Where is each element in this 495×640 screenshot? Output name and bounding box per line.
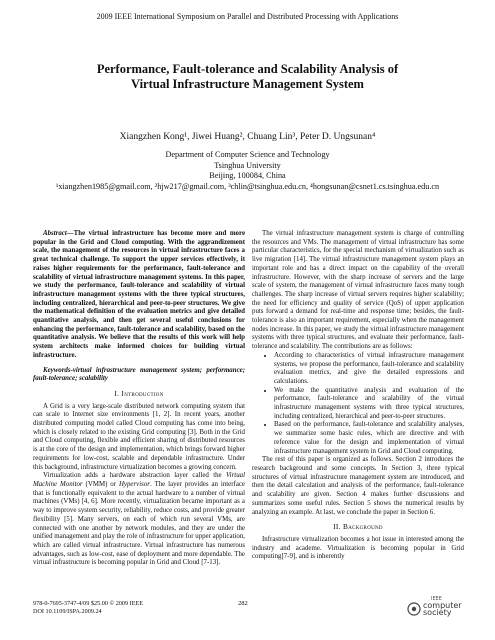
list-item: • According to characteristics of virtual infrastructure management systems, we propose the performance, fault-tolerance and scalability evaluation metrics, and give the detailed expressions and calculations. (274, 352, 464, 387)
logo-line-society: society (423, 608, 452, 617)
footer-copyright (33, 600, 143, 616)
text-run: Virtualization adds a hardware abstraction layer called the (43, 472, 226, 480)
affiliation (0, 150, 495, 192)
title-line-2: Virtual Infrastructure Management System (131, 77, 364, 91)
paragraph: A Grid is a very large-scale distributed network computing system that can scale to Internet size environments [1, 2]. In recent years, another distributed computing model called Cloud computing has come into being, which is closely related to the existing Grid computing [3]. Both in the Grid and Cloud computing, flexible and efficient sharing of distributed resources is at the core of the design and implementation, which brings forward higher requirements for low-cost, scalable and dependable infrastructure. Under this background, infrastructure virtualization becomes a growing concern. (33, 402, 245, 471)
paragraph: The virtual infrastructure management system is charge of controlling the resources and VMs. The management of virtual infrastructure has some particular characteristics, for the special mechanism of virtualization such as live migration [14]. The virtual infrastructure management system plays an important role and has a direct impact on the capability of the overall infrastructure. However, with the sharp increase of servers and the large scale of system, the management of virtual infrastructure faces many tough challenges. The sharp increase of virtual servers requires higher scalability; the need for efficiency and quality of service (QoS) of upper application puts forward a demand for real-time and response time; besides, the fault-tolerance is also an important requirement, especially when the management nodes increase. In this paper, we study the virtual infrastructure management systems with three typical structures, and evaluate their performance, fault-tolerance and scalability. The contributions are as follows: (252, 230, 464, 351)
right-column (252, 230, 464, 562)
emails: ¹xiangzhen1985@gmail.com, ²hjw217@gmail.com, ³chlin@tsinghua.edu.cn, ⁴hongsunan@csnet1.cs.tsinghua.edu.cn (55, 181, 440, 191)
department: Department of Computer Science and Technology (165, 150, 330, 159)
logo-line-computer: computer (423, 601, 462, 610)
left-column (33, 230, 245, 568)
abstract-text: —The virtual infrastructure has become more and more popular in the Grid and Cloud computing. With the aggrandizement scale, the management of the resources in virtual infrastructure faces a great technical challenge. To support the upper services effectively, it raises higher requirements for the performance, fault-tolerance and scalability of virtual infrastructure management systems. In this paper, we study the performance, fault-tolerance and scalability of virtual infrastructure management systems with the three typical structures, including centralized, hierarchical and peer-to-peer structures. We give the mathematical definition of the evaluation metrics and give detailed quantitative analysis, and then get several useful conclusions for enhancing the performance, fault-tolerance and scalability, based on the quantitative analysis. We believe that the results of this work will help system architects make informed choices for building virtual infrastructure. (33, 230, 245, 359)
abstract-label: Abstract (43, 230, 67, 237)
logo-ieee-text: IEEE (431, 596, 442, 602)
section-heading-background: II. Background (333, 522, 383, 532)
paragraph: Infrastructure virtualization becomes a hot issue in interested among the industry and academe. Virtualization is becoming popular in Grid computing[7-9], and is inherently (252, 535, 464, 561)
paper-title (40, 62, 455, 92)
university: Tsinghua University (214, 160, 281, 170)
city: Beijing, 100084, China (209, 171, 286, 180)
author-list: Xiangzhen Kong¹, Jiwei Huang², Chuang Lin³, Peter D. Ungsunan⁴ (119, 132, 376, 142)
text-run: (VMM) or (82, 480, 119, 488)
text-run: . The layer provides an interface that is functionally equivalent to the actual hardware to a number of virtual machines (VMs) [4, 6]. More recently, virtualization became important as a way to improve system security, reliability, reduce costs, and provide greater flexibility [5]. Many servers, on each of which run several VMs, are connected with one another by network modules, and they are under the unified management and play the role of infrastructure for upper application, which are called virtual infrastructure. Virtual infrastructure has numerous advantages, such as low-cost, ease of deployment and more dependable. The virtual infrastructure is becoming popular in Grid and Cloud [7-13]. (33, 480, 245, 567)
list-item: • Based on the performance, fault-tolerance and scalability analyses, we summarize some basic rules, which are directive and with reference value for the design and implementation of virtual infrastructure management system in Grid and Cloud computing. (274, 421, 464, 456)
paragraph (33, 472, 245, 568)
term-hypervisor: Hypervisor (118, 480, 150, 488)
term-vmm: Virtual Machine Monitor (33, 472, 245, 488)
section-heading-introduction: I. Introduction (114, 388, 164, 398)
conference-header: 2009 IEEE International Symposium on Parallel and Distributed Processing with Applications (96, 12, 399, 21)
paragraph: The rest of this paper is organized as follows. Section 2 introduces the research background and some concepts. In Section 3, three typical structures of virtual infrastructure management system are introduced, and then the detail calculation and analysis of the performance, fault-tolerance and scalability are given. Section 4 makes further discussions and summarizes some useful rules. Section 5 shows the numerical results by analyzing an example. At last, we conclude the paper in Section 6. (252, 456, 464, 516)
logo-text (423, 602, 462, 616)
doi-line: DOI 10.1109/ISPA.2009.24 (33, 608, 102, 615)
computer-society-mark-icon (407, 602, 421, 616)
title-line-1: Performance, Fault-tolerance and Scalability Analysis of (96, 62, 399, 76)
computer-society-logo (405, 596, 465, 620)
list-item: • We make the quantitative analysis and evaluation of the performance, fault-tolerance and scalability of the virtual infrastructure management systems with three typical structures, including centralized, hierarchical and peer-to-peer structures. (274, 387, 464, 422)
keywords: Keywords-virtual infrastructure management system; performance; fault-tolerance; scalability (33, 366, 245, 383)
contribution-list (252, 352, 464, 456)
abstract (33, 230, 245, 361)
page-number: 282 (238, 600, 248, 607)
isbn-line: 978-0-7695-3747-4/09 $25.00 © 2009 IEEE (33, 600, 144, 607)
